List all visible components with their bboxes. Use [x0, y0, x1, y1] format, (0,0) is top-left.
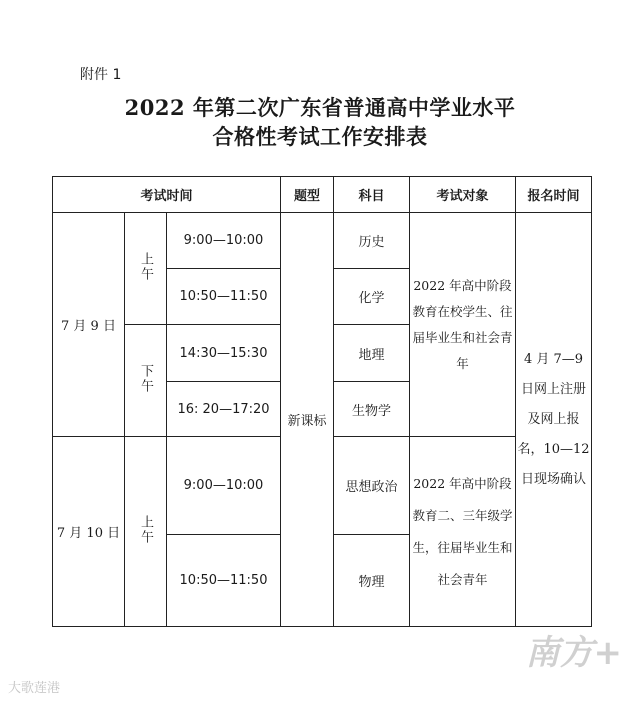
time-slot: 9:00—10:00 — [167, 213, 281, 269]
period-cell — [125, 213, 167, 325]
page-subtitle: 合格性考试工作安排表 — [212, 124, 428, 149]
time-slot: 14:30—15:30 — [167, 325, 281, 382]
time-slot: 16: 20—17:20 — [167, 382, 281, 437]
page-title: 2022 年第二次广东省普通高中学业水平 — [124, 95, 516, 120]
date-cell: 7 月 9 日 — [53, 213, 125, 437]
date-cell: 7 月 10 日 — [53, 437, 125, 627]
candidates-cell: 2022 年高中阶段教育在校学生、往届毕业生和社会青年 — [410, 213, 516, 437]
subject-cell: 物理 — [334, 535, 410, 627]
subject-cell: 生物学 — [334, 382, 410, 437]
candidates-cell: 2022 年高中阶段教育二、三年级学生，往届毕业生和社会青年 — [410, 437, 516, 627]
header-exam-time: 考试时间 — [53, 177, 281, 213]
header-registration: 报名时间 — [516, 177, 592, 213]
period-label: 上午 — [138, 251, 153, 282]
registration-cell: 4 月 7—9 日网上注册及网上报名，10—12 日现场确认 — [516, 213, 592, 627]
subject-cell: 化学 — [334, 269, 410, 325]
subject-cell: 思想政治 — [334, 437, 410, 535]
table-row — [53, 213, 592, 269]
period-cell — [125, 437, 167, 627]
exam-schedule-table — [52, 176, 592, 627]
watermark-logo: 南方+ — [525, 633, 622, 673]
question-type-cell: 新课标 — [281, 213, 334, 627]
watermark-text: 大歌莲港 — [8, 681, 61, 696]
table-header-row — [53, 177, 592, 213]
attachment-label: 附件 1 — [80, 67, 122, 83]
time-slot: 10:50—11:50 — [167, 535, 281, 627]
header-candidates: 考试对象 — [410, 177, 516, 213]
subject-cell: 地理 — [334, 325, 410, 382]
period-cell — [125, 325, 167, 437]
time-slot: 10:50—11:50 — [167, 269, 281, 325]
header-subject: 科目 — [334, 177, 410, 213]
period-label: 上午 — [138, 514, 153, 545]
subject-cell: 历史 — [334, 213, 410, 269]
header-question-type: 题型 — [281, 177, 334, 213]
time-slot: 9:00—10:00 — [167, 437, 281, 535]
period-label: 下午 — [138, 363, 153, 394]
